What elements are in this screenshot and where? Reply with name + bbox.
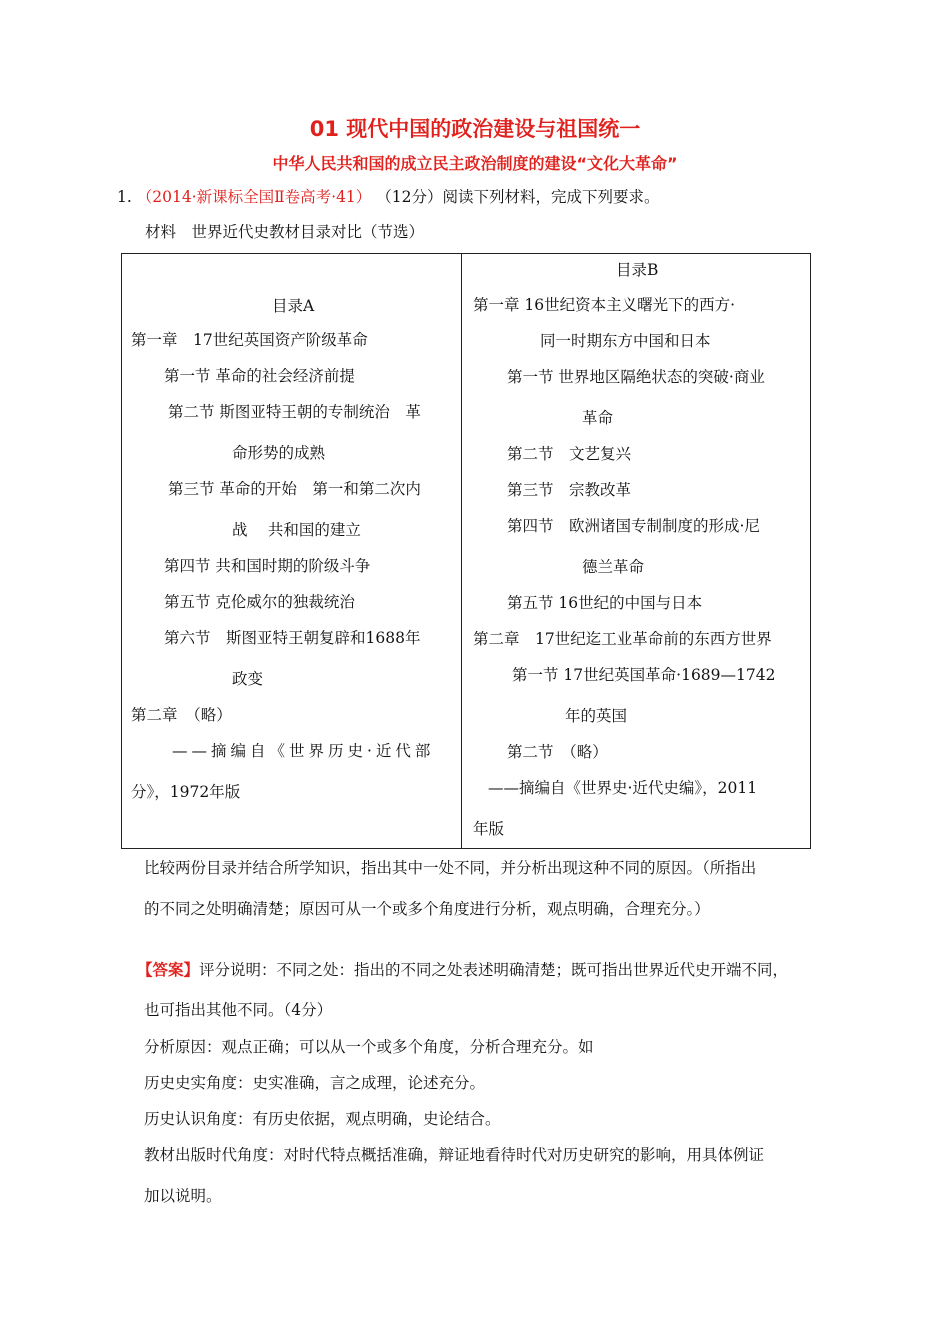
answer-text-1: 评分说明：不同之处：指出的不同之处表述明确清楚；既可指出世界近代史开端不同，: [199, 961, 789, 979]
catalog-b-section-4: 第四节 欧洲诸国专制制度的形成·尼: [507, 517, 760, 535]
catalog-b-section-1: 第一节 世界地区隔绝状态的突破·商业: [507, 368, 765, 386]
catalog-a-section-1: 第一节 革命的社会经济前提: [164, 367, 355, 385]
answer-line-1: [137, 958, 788, 980]
catalog-a-chapter-2: 第二章 （略）: [131, 706, 232, 724]
catalog-a-source-cont: 分》，1972年版: [131, 783, 241, 801]
catalog-b-chapter-1: 第一章 16世纪资本主义曙光下的西方·: [473, 296, 736, 314]
catalog-a-section-6: 第六节 斯图亚特王朝复辟和1688年: [164, 629, 421, 647]
catalog-b-heading: 目录B: [616, 261, 659, 279]
answer-line-4: 历史史实角度：史实准确，言之成理，论述充分。: [144, 1074, 486, 1092]
question-prompt: （12分）阅读下列材料，完成下列要求。: [376, 188, 660, 206]
answer-line-3: 分析原因：观点正确；可以从一个或多个角度，分析合理充分。如: [144, 1038, 594, 1056]
catalog-a-section-4: 第四节 共和国时期的阶级斗争: [164, 557, 371, 575]
catalog-b-section-1-cont: 革命: [582, 409, 614, 427]
catalog-b-source-cont: 年版: [473, 820, 505, 838]
catalog-b-source: ——摘编自《世界史·近代史编》，2011: [488, 779, 758, 797]
catalog-a-heading: 目录A: [272, 297, 315, 315]
table-divider: [461, 253, 462, 849]
question-line: [117, 185, 659, 207]
material-label: 材料 世界近代史教材目录对比（节选）: [145, 223, 425, 241]
answer-tag: 【答案】: [137, 960, 200, 979]
catalog-b-chapter-2: 第二章 17世纪迄工业革命前的东西方世界: [473, 630, 772, 648]
catalog-b-section-5: 第五节 16世纪的中国与日本: [507, 594, 703, 612]
question-number: 1.: [117, 188, 132, 206]
page-subtitle: 中华人民共和国的成立民主政治制度的建设“文化大革命”: [272, 154, 678, 173]
page-title: 01 现代中国的政治建设与祖国统一: [309, 117, 641, 141]
catalog-a-chapter-1: 第一章 17世纪英国资产阶级革命: [131, 331, 368, 349]
catalog-b-section-3: 第三节 宗教改革: [507, 481, 632, 499]
catalog-b-chapter-1-cont: 同一时期东方中国和日本: [540, 332, 711, 350]
catalog-a-section-5: 第五节 克伦威尔的独裁统治: [164, 593, 355, 611]
answer-line-6: 教材出版时代角度：对时代特点概括准确，辩证地看待时代对历史研究的影响，用具体例证: [144, 1146, 765, 1164]
catalog-b-section-2: 第二节 文艺复兴: [507, 445, 632, 463]
catalog-a-section-2: 第二节 斯图亚特王朝的专制统治 革: [168, 403, 421, 421]
answer-line-2: 也可指出其他不同。（4分）: [144, 1001, 333, 1019]
question-source: （2014·新课标全国Ⅱ卷高考·41）: [136, 188, 372, 206]
catalog-b-section-4-cont: 德兰革命: [582, 558, 645, 576]
catalog-b-ch2-section-2: 第二节 （略）: [507, 743, 608, 761]
catalog-a-source: ——摘编自《世界历史·近代部: [172, 742, 435, 760]
catalog-b-ch2-section-1-cont: 年的英国: [565, 707, 628, 725]
catalog-a-section-6-cont: 政变: [232, 670, 264, 688]
catalog-a-section-3-cont: 战 共和国的建立: [232, 521, 361, 539]
answer-line-7: 加以说明。: [144, 1187, 222, 1205]
catalog-b-ch2-section-1: 第一节 17世纪英国革命·1689—1742: [512, 666, 776, 684]
answer-line-5: 历史认识角度：有历史依据，观点明确，史论结合。: [144, 1110, 501, 1128]
instruction-line-2: 的不同之处明确清楚；原因可从一个或多个角度进行分析，观点明确，合理充分。）: [144, 900, 710, 918]
catalog-a-section-2-cont: 命形势的成熟: [232, 444, 326, 462]
catalog-a-section-3: 第三节 革命的开始 第一和第二次内: [168, 480, 421, 498]
instruction-line-1: 比较两份目录并结合所学知识，指出其中一处不同，并分析出现这种不同的原因。（所指出: [144, 859, 757, 877]
